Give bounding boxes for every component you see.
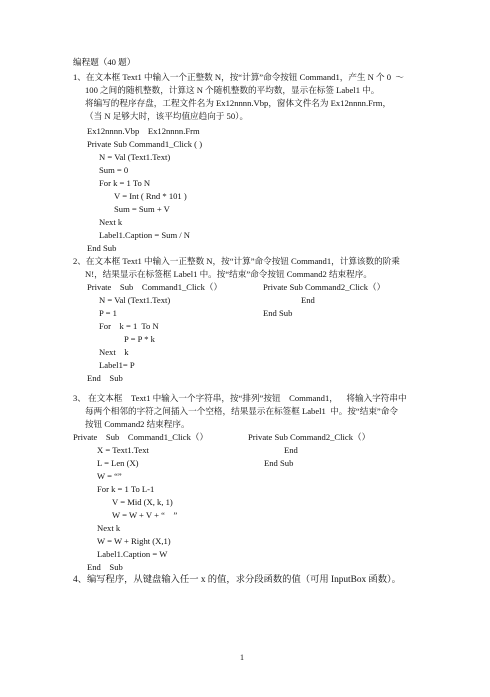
q1-text-line: 100 之间的随机整数，计算这 N 个随机整数的平均数，显示在标签 Label1 中。 <box>85 85 380 95</box>
q2-text-line: 2、在文本框 Text1 中输入一正整数 N，按“计算”命令按钮 Command1，计算该数的阶乘 <box>73 256 400 266</box>
q1-code-line: V = Int ( Rnd * 101 ) <box>114 191 187 201</box>
q3-code-left-line: W = W + V + “ ” <box>112 510 178 520</box>
q3-text-line: 3、 在文本框 Text1 中输入一个字符串，按“排列”按钮 Command1， 将输入字符串中 <box>73 393 407 403</box>
q4-text-line: 4、编写程序，从键盘输入任一 x 的值，求分段函数的值（可用 InputBox 函数）。 <box>73 575 401 585</box>
q3-text-line: 按钮 Command2 结束程序。 <box>85 419 190 429</box>
q3-code-left-line: For k = 1 To L-1 <box>97 484 155 494</box>
q3-code-left-line: Private Sub Command1_Click（） <box>73 432 209 442</box>
q2-code-left-line: P = P * k <box>124 334 155 344</box>
q1-code-line: End Sub <box>87 243 117 253</box>
q2-code-left-line: Label1= P <box>99 360 135 370</box>
q3-code-left-line: Next k <box>97 523 121 533</box>
q2-text-line: N!，结果显示在标签框 Label1 中。按“结束”命令按钮 Command2 结束程序。 <box>85 269 372 279</box>
q3-code-left-line: Label1.Caption = W <box>97 549 168 559</box>
q3-code-right-line: End Sub <box>264 458 294 468</box>
q2-code-left-line: Next k <box>99 347 129 357</box>
q3-code-left-line: W = “” <box>97 471 122 481</box>
q1-code-line: Ex12nnnn.Vbp Ex12nnnn.Frm <box>87 126 200 136</box>
q3-text-line: 每两个相邻的字符之间插入一个空格，结果显示在标签框 Label1 中。按“结束”命令 <box>85 406 398 416</box>
q2-code-left-line: Private Sub Command1_Click（） <box>87 282 223 292</box>
q1-code-line: N = Val (Text1.Text) <box>99 152 171 162</box>
q3-code-left-line: V = Mid (X, k, 1) <box>112 497 173 507</box>
q1-code-line: Next k <box>99 217 123 227</box>
q1-code-line: Private Sub Command1_Click ( ) <box>87 139 203 149</box>
q1-code-line: For k = 1 To N <box>99 178 151 188</box>
q3-code-right-line: Private Sub Command2_Click（） <box>248 432 371 442</box>
q1-code-line: Sum = 0 <box>99 165 129 175</box>
q1-text-line: 1、在文本框 Text1 中输入一个正整数 N，按“计算”命令按钮 Command1，产生 N 个 0 ～ <box>73 72 404 82</box>
page-number: 1 <box>240 653 244 662</box>
section-heading: 编程题（40 题） <box>73 57 136 67</box>
q1-code-line: Label1.Caption = Sum / N <box>99 230 191 240</box>
q2-code-right-line: End <box>301 295 315 305</box>
q3-code-left-line: End Sub <box>87 562 123 572</box>
q2-code-left-line: For k = 1 To N <box>99 321 159 331</box>
q3-code-left-line: L = Len (X) <box>97 458 139 468</box>
q2-code-right-line: End Sub <box>263 308 293 318</box>
q1-text-line: （当 N 足够大时，该平均值应趋向于 50）。 <box>85 111 249 121</box>
q1-code-line: Sum = Sum + V <box>114 204 170 214</box>
q2-code-left-line: N = Val (Text1.Text) <box>99 295 171 305</box>
q2-code-left-line: P = 1 <box>99 308 117 318</box>
q3-code-left-line: X = Text1.Text <box>97 445 149 455</box>
q1-text-line: 将编写的程序存盘，工程文件名为 Ex12nnnn.Vbp，窗体文件名为 Ex12nnnn.Frm， <box>85 98 392 108</box>
q2-code-left-line: End Sub <box>87 373 123 383</box>
q3-code-left-line: W = W + Right (X,1) <box>97 536 171 546</box>
q3-code-right-line: End <box>284 445 298 455</box>
q2-code-right-line: Private Sub Command2_Click（） <box>263 282 386 292</box>
